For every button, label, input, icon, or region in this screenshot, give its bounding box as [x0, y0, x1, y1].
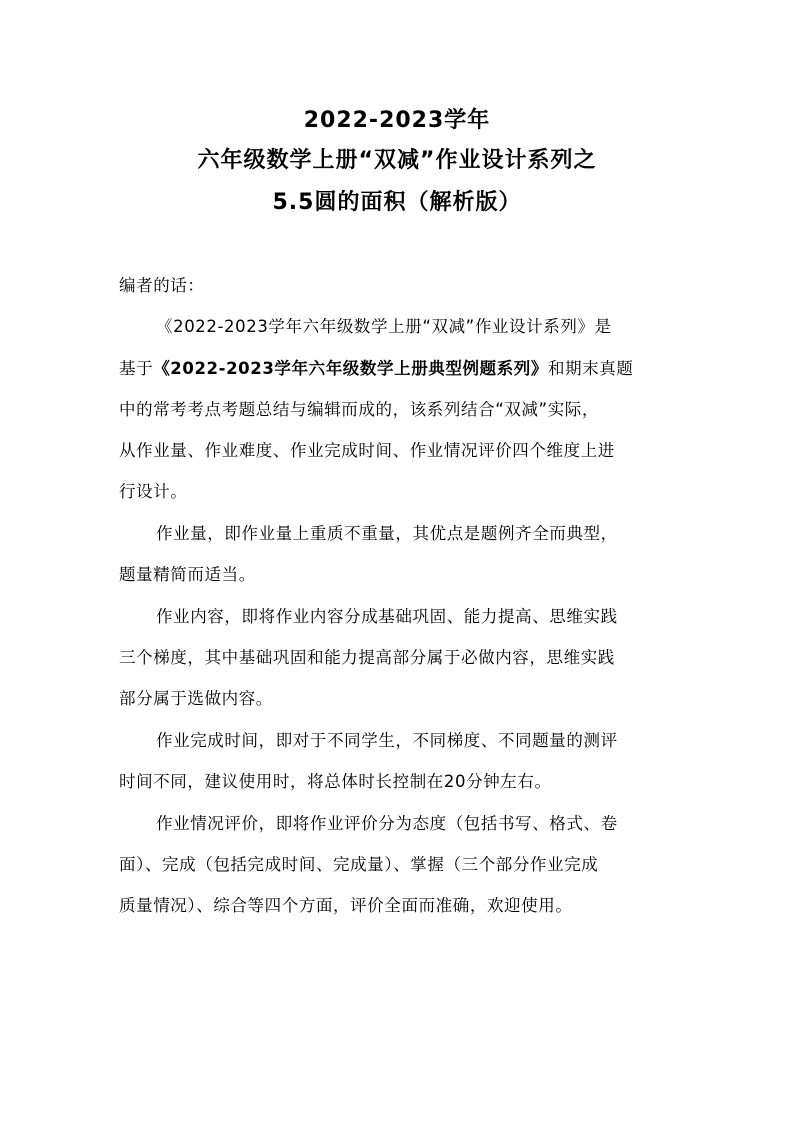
paragraph-1-line-1: 《2022-2023学年六年级数学上册“双减”作业设计系列》是 — [156, 317, 612, 336]
paragraph-1-line-3: 中的常考考点考题总结与编辑而成的，该系列结合“双减”实际， — [119, 400, 599, 419]
series-title-bold: 《2022-2023学年六年级数学上册典型例题系列》 — [153, 359, 548, 378]
paragraph-4-line-2: 时间不同，建议使用时，将总体时长控制在20分钟左右。 — [119, 772, 552, 791]
paragraph-2-line-2: 题量精简而适当。 — [119, 565, 256, 584]
paragraph-1-line-4: 从作业量、作业难度、作业完成时间、作业情况评价四个维度上进 — [119, 441, 615, 460]
title-line-1: 2022-2023学年 — [303, 108, 491, 133]
paragraph-1-line-2-prefix: 基于 — [119, 359, 154, 378]
paragraph-3-line-3: 部分属于选做内容。 — [119, 689, 273, 708]
paragraph-5-line-1: 作业情况评价，即将作业评价分为态度（包括书写、格式、卷 — [156, 814, 618, 833]
title-line-2: 六年级数学上册“双减”作业设计系列之 — [197, 148, 597, 173]
paragraph-2-line-1: 作业量，即作业量上重质不重量，其优点是题例齐全而典型， — [156, 524, 618, 543]
paragraph-1-line-2-suffix: 和期末真题 — [548, 359, 634, 378]
paragraph-3-line-1: 作业内容，即将作业内容分成基础巩固、能力提高、思维实践 — [156, 607, 618, 626]
paragraph-5-line-3: 质量情况）、综合等四个方面，评价全面而准确，欢迎使用。 — [119, 896, 573, 915]
paragraph-1-line-5: 行设计。 — [119, 482, 188, 501]
paragraph-1-line-2 — [119, 349, 634, 389]
title-line-3: 5.5圆的面积（解析版） — [272, 190, 522, 215]
paragraph-5-line-2: 面）、完成（包括完成时间、完成量）、掌握（三个部分作业完成 — [119, 855, 599, 874]
editor-note-heading: 编者的话： — [119, 276, 205, 295]
paragraph-3-line-2: 三个梯度，其中基础巩固和能力提高部分属于必做内容，思维实践 — [119, 648, 615, 667]
paragraph-4-line-1: 作业完成时间，即对于不同学生，不同梯度、不同题量的测评 — [156, 731, 618, 750]
